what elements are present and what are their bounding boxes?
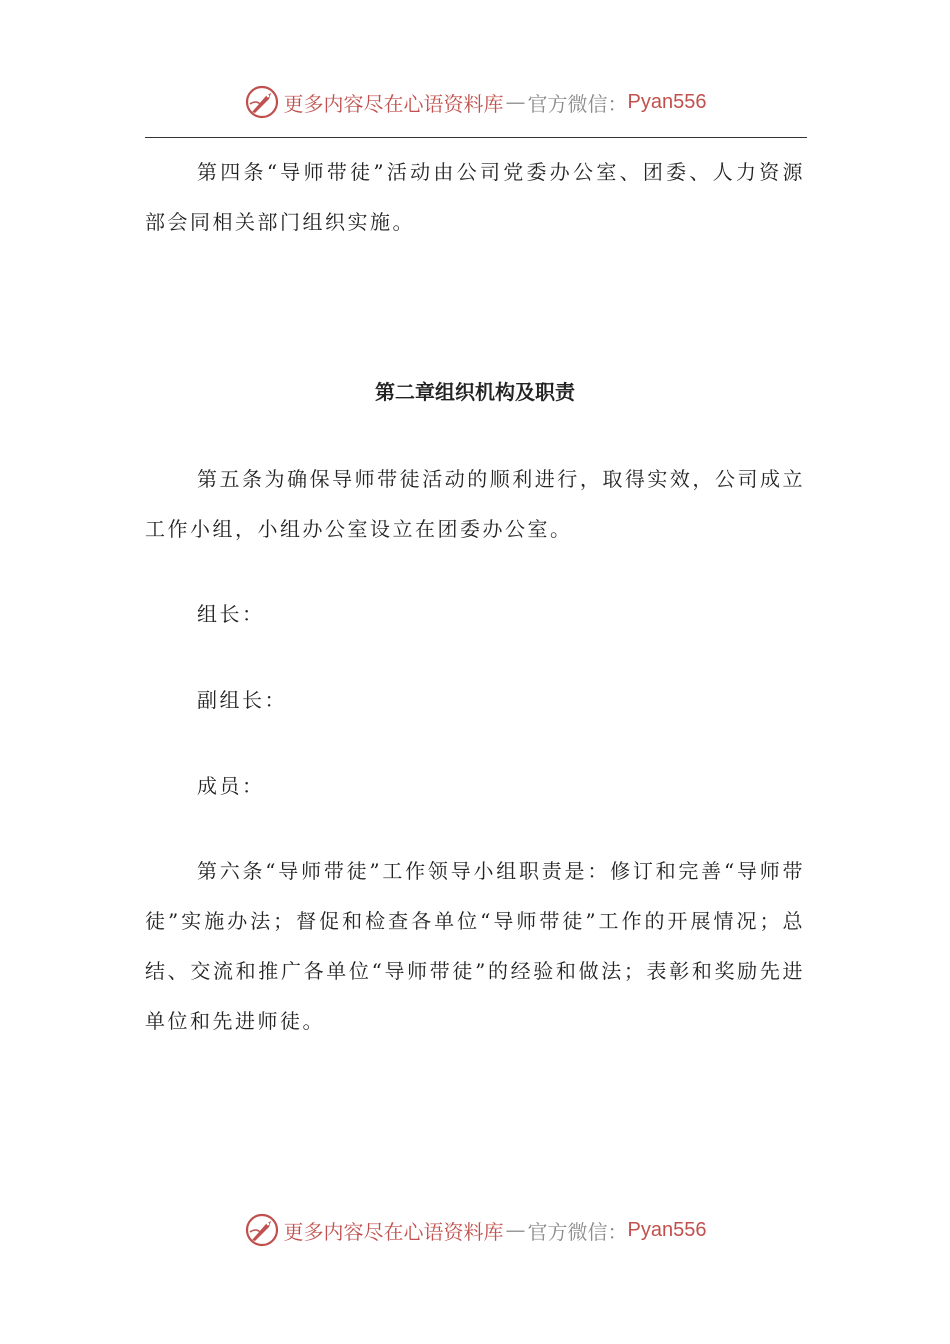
footer-dash: — <box>505 1218 526 1242</box>
header-wechat-id: Pyan556 <box>627 90 707 113</box>
paragraph-article-6: 第六条“导师带徒”工作领导小组职责是：修订和完善“导师带徒”实施办法；督促和检查各单位“导师带徒”工作的开展情况；总结、交流和推广各单位“导师带徒”的经验和做法；表彰和奖励先进单位和先进师徒。 <box>145 859 805 1033</box>
footer-banner <box>0 1210 950 1250</box>
paragraph-leader: 组长： <box>197 602 265 626</box>
chapter-heading: 第二章组织机构及职责 <box>375 380 575 404</box>
header-divider <box>145 137 807 138</box>
paragraph-deputy-leader: 副组长： <box>197 688 287 712</box>
header-banner <box>0 82 950 122</box>
header-dash: — <box>505 90 526 114</box>
pen-nib-logo-icon <box>244 84 280 120</box>
header-brand-text: 更多内容尽在心语资料库 <box>283 91 504 116</box>
footer-brand-text: 更多内容尽在心语资料库 <box>283 1219 504 1244</box>
footer-wechat-id: Pyan556 <box>627 1218 707 1241</box>
paragraph-article-4: 第四条“导师带徒”活动由公司党委办公室、团委、人力资源部会同相关部门组织实施。 <box>145 160 805 234</box>
footer-label: 官方微信： <box>527 1219 628 1244</box>
paragraph-article-5: 第五条为确保导师带徒活动的顺利进行，取得实效，公司成立工作小组，小组办公室设立在团委办公室。 <box>145 467 805 541</box>
paragraph-members: 成员： <box>197 774 265 798</box>
pen-nib-logo-icon <box>244 1212 280 1248</box>
header-label: 官方微信： <box>527 91 628 116</box>
